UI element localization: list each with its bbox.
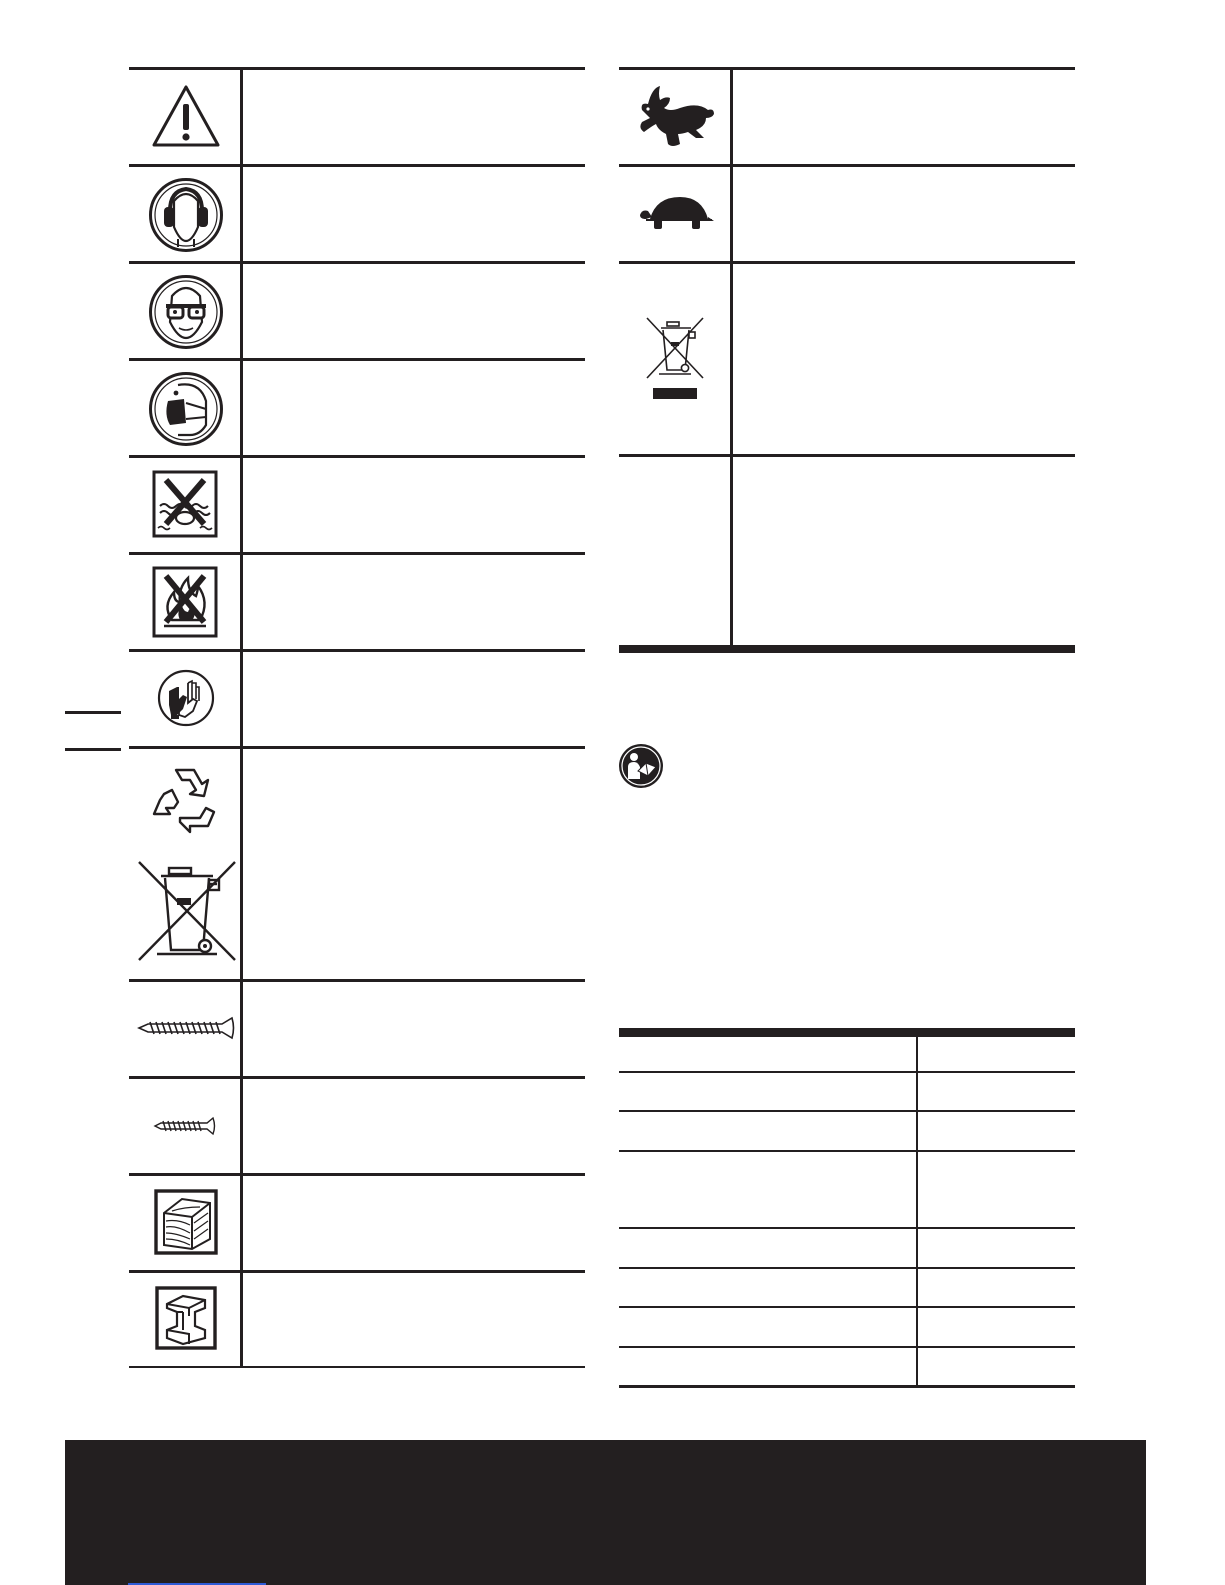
spec-column-divider	[916, 1037, 918, 1388]
no-water-icon	[152, 470, 218, 538]
table-rule	[619, 164, 1075, 167]
metal-profile-icon	[155, 1286, 217, 1350]
wood-material-icon	[154, 1189, 218, 1255]
weee-bin-icon	[645, 316, 705, 402]
table-rule	[129, 1270, 585, 1273]
recycle-icon	[150, 764, 220, 834]
table-rule	[129, 67, 585, 70]
side-tab-mark	[65, 748, 121, 751]
spec-table-rule	[619, 1071, 1075, 1073]
table-rule	[129, 1173, 585, 1176]
column-divider	[730, 67, 733, 645]
spec-table-header-rule	[619, 1028, 1075, 1037]
eye-protection-icon	[148, 274, 224, 350]
no-fire-icon	[152, 566, 218, 638]
dark-footer-band	[65, 1440, 1146, 1585]
table-rule-thick	[619, 645, 1075, 653]
table-rule	[129, 358, 585, 361]
warning-triangle-icon	[151, 84, 221, 148]
rabbit-fast-speed-icon	[636, 82, 716, 154]
column-divider	[240, 67, 243, 1368]
table-rule	[619, 454, 1075, 457]
table-rule	[129, 1366, 585, 1368]
table-rule	[129, 261, 585, 264]
table-rule	[129, 979, 585, 982]
spec-table-rule	[619, 1267, 1075, 1269]
table-rule	[129, 1076, 585, 1079]
gloves-icon	[157, 669, 215, 727]
table-rule	[129, 455, 585, 458]
weee-bin-large-icon	[137, 860, 237, 962]
tortoise-slow-speed-icon	[636, 193, 716, 233]
table-rule	[619, 261, 1075, 264]
spec-table-rule	[619, 1227, 1075, 1229]
table-rule	[619, 67, 1075, 70]
short-screw-icon	[153, 1116, 219, 1136]
dust-mask-icon	[148, 371, 224, 447]
spec-table-rule	[619, 1150, 1075, 1152]
table-rule	[129, 649, 585, 652]
table-rule	[129, 746, 585, 749]
long-screw-icon	[136, 1015, 236, 1041]
table-rule	[129, 164, 585, 167]
spec-table-rule	[619, 1385, 1075, 1388]
spec-table-rule	[619, 1110, 1075, 1112]
spec-table-rule	[619, 1346, 1075, 1348]
read-manual-icon	[618, 743, 664, 789]
spec-table-rule	[619, 1306, 1075, 1308]
side-tab-mark	[65, 711, 121, 714]
table-rule	[129, 552, 585, 555]
ear-protection-icon	[148, 177, 224, 253]
